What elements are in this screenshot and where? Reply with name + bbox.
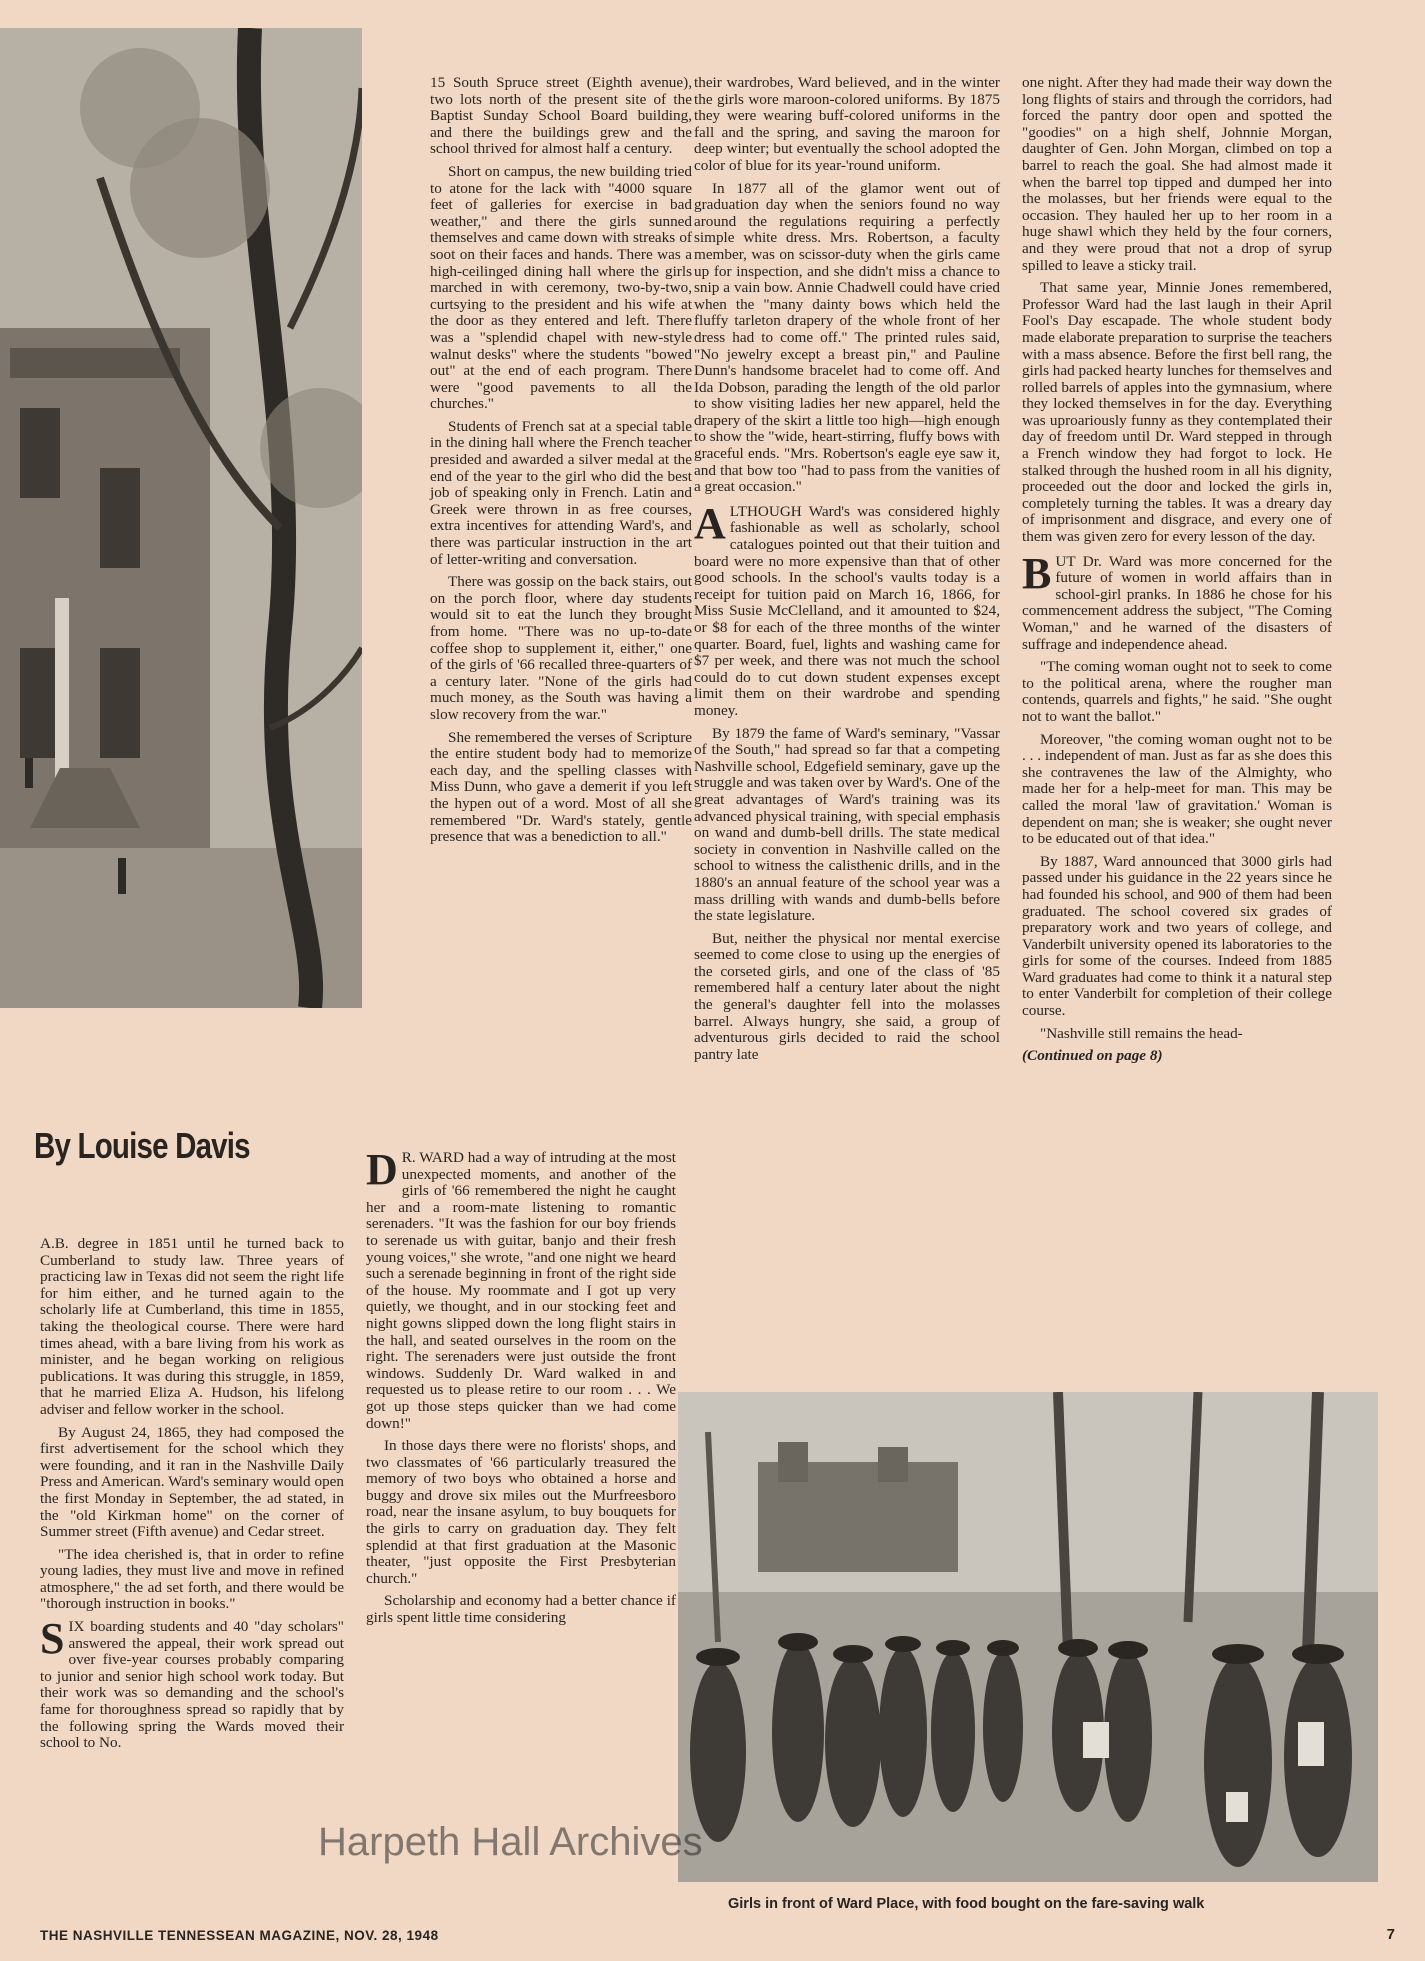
paragraph: By 1879 the fame of Ward's seminary, "Vassar of the South," had spread so far that a competing Nashville school, Edgefield seminary, gave up the struggle and was taken over by Ward's. One of the great advantages of Ward's training was its advanced physical training, with special emphasis on wand and dumb-bell drills. The state medical society in convention in Nashville called on the school to witness the calisthenic drills, and in the 1880's an annual feature of the school year was a mass drilling with wands and dumb-bells before the state legislature. (694, 724, 1000, 925)
archives-watermark: Harpeth Hall Archives (318, 1820, 703, 1864)
photo-caption: Girls in front of Ward Place, with food bought on the fare-saving walk (728, 1896, 1205, 1912)
paragraph: SIX boarding students and 40 "day scholars" answered the appeal, their work spread out over five-year courses probably comparing to junior and senior high school work today. But their work was so demanding and the school's fame for thoroughness spread so rapidly that by the following spring the Wards moved their school to No. (40, 1614, 344, 1752)
paragraph: In 1877 all of the glamor went out of graduation day when the seniors found no way around the regulations requiring a perfectly simple white dress. Mrs. Robertson, a faculty member, was on scissor-duty when the girls came up for inspection, and she didn't miss a chance to snip a vain bow. Annie Chadwell could have cried when the "many dainty bows which held the fluffy tarleton drapery of the whole front of her dress had to come off." The printed rules said, "No jewelry except a breast pin," and Pauline Dunn's handsome bracelet had to come off. And Ida Dobson, parading the length of the old parlor to show visiting ladies her new apparel, held the drapery of the skirt a little too high—high enough to show the "wide, heart-stirring, fluffy bows with graceful ends. "Mrs. Robertson's eagle eye saw it, and that bow too "had to pass from the vanities of a great occasion." (694, 179, 1000, 496)
magazine-footer: THE NASHVILLE TENNESSEAN MAGAZINE, NOV. 28, 1948 (40, 1928, 439, 1943)
paragraph: But, neither the physical nor mental exercise seemed to come close to using up the energies of the corseted girls, and one of the class of '85 remembered half a century later about the night the general's daughter fell into the molasses barrel. Always hungry, she said, a group of adventurous girls decided to raid the school pantry late (694, 929, 1000, 1063)
drop-cap: D (366, 1145, 398, 1194)
article-column-1 (40, 1236, 344, 1758)
continued-note: (Continued on page 8) (1022, 1047, 1163, 1065)
paragraph: Moreover, "the coming woman ought not to be . . . independent of man. Just as far as she does this she contravenes the law of the Almighty, who made her for a help-meet for man. This may be called the moral 'law of gravitation.' Woman is dependent on man; she is weaker; she ought never to be educated out of that idea." (1022, 730, 1332, 848)
paragraph: one night. After they had made their way down the long flights of stairs and through the corridors, had forced the pantry door open and spotted the "goodies" on a high shelf, Johnnie Morgan, daughter of Gen. John Morgan, climbed on top a barrel to reach the goal. She had almost made it when the barrel top tipped and dumped her into the molasses, but her friends were equal to the occasion. They hauled her up to her room in a huge shawl which they held by the four corners, and they were proud that not a drop of syrup spilled to leave a sticky trail. (1022, 74, 1332, 274)
paragraph: BUT Dr. Ward was more concerned for the future of women in world affairs than in school-girl pranks. In 1886 he chose for his commencement address the subject, "The Coming Woman," and he warned of the disasters of suffrage and independence ahead. (1022, 548, 1332, 653)
girls-photograph (678, 1392, 1378, 1882)
article-column-4 (1022, 75, 1332, 1071)
paragraph: their wardrobes, Ward believed, and in the winter the girls wore maroon-colored uniforms. By 1875 they were wearing buff-colored uniforms in the fall and the spring, and saving the maroon for deep winter; but eventually the school adopted the color of blue for its year-'round uniform. (694, 74, 1000, 174)
paragraph: In those days there were no florists' shops, and two classmates of '66 particularly treasured the memory of two boys who obtained a horse and buggy and drove six miles out the Murfreesboro road, near the insane asylum, to buy bouquets for the girls to carry on graduation day. They felt splendid at that first graduation at the Masonic theater, "just opposite the First Presbyterian church." (366, 1437, 676, 1587)
paragraph: That same year, Minnie Jones remembered, Professor Ward had the last laugh in their April Fool's Day escapade. The whole student body made elaborate preparation to surprise the teachers with a mass absence. Before the first bell rang, the girls had packed hearty lunches for themselves and rolled barrels of apples into the gymnasium, where they locked themselves in for the day. Everything was uproariously funny as they contemplated their day of freedom until Dr. Ward stepped in through a French window they had forgot to lock. He stalked through the hushed room in all his dignity, proceeded out the door and locked the girls in, completely turning the tables. It was a dreary day of imprisonment and disgrace, and every one of them was given zero for every lesson of the day. (1022, 279, 1332, 546)
paragraph: 15 South Spruce street (Eighth avenue), two lots north of the present site of the Baptist Sunday School Board building, and there the buildings grew and the school thrived for almost half a century. (430, 74, 692, 158)
paragraph: A.B. degree in 1851 until he turned back to Cumberland to study law. Three years of practicing law in Texas did not seem the right life for him either, and he turned again to the scholarly life at Cumberland, this time in 1855, taking the theological course. There were hard times ahead, with a bare living from his work as minister, and he began working on religious publications. It was during this struggle, in 1859, that he married Eliza A. Hudson, his lifelong adviser and fellow worker in the school. (40, 1235, 344, 1418)
drop-cap: A (694, 498, 726, 548)
article-column-2 (430, 75, 692, 852)
paragraph: D R. WARD had a way of intruding at the most unexpected moments, and another of the girls of '66 remembered the night he caught her and a room-mate listening to romantic serenaders. "It was the fashion for our boy friends to serenade us with guitar, banjo and their fresh young voices," she wrote, "and one night we heard such a serenade beginning in front of the right side of the house. My roommate and I got up very quietly, we thought, and in our stocking feet and night gowns slipped down the long flight stairs in the hall, and seated ourselves in the room on the right. The serenaders were just outside the front windows. Suddenly Dr. Ward walked in and requested us to please retire to our room . . . We got up those steps quicker than we had come down!" (366, 1145, 676, 1432)
article-column-3 (694, 75, 1000, 1069)
paragraph: Students of French sat at a special table in the dining hall where the French teacher presided and awarded a silver medal at the end of the year to the girl who did the best job of speaking only in French. Latin and Greek were thrown in as free courses, extra incentives for attending Ward's, and there was particular instruction in the art of letter-writing and conversation. (430, 417, 692, 568)
paragraph: There was gossip on the back stairs, out on the porch floor, where day students would sit to eat the lunch they brought from home. "There was no up-to-date coffee shop to supplement it, either," one of the girls of '66 recalled three-quarters of a century later. "None of the girls had much money, as the South was having a slow recovery from the war." (430, 573, 692, 723)
page-number: 7 (1386, 1926, 1395, 1943)
paragraph: Scholarship and economy had a better chance if girls spent little time considering (366, 1592, 676, 1627)
paragraph: She remembered the verses of Scripture the entire student body had to memorize each day, and the spelling classes with Miss Dunn, who gave a demerit if you left the hypen out of a word. Most of all she remembered "Dr. Ward's stately, gentle presence that was a benediction to all." (430, 728, 692, 846)
paragraph: By August 24, 1865, they had composed the first advertisement for the school which they were founding, and it ran in the Nashville Daily Press and American. Ward's seminary would open the first Monday in September, the ad stated, in the "old Kirkman home" on the corner of Summer street (Fifth avenue) and Cedar street. (40, 1423, 344, 1541)
paragraph: "The coming woman ought not to seek to come to the political arena, where the rougher man contends, quarrels and fights," he said. "She ought not to want the ballot." (1022, 658, 1332, 725)
school-building-engraving (0, 28, 362, 1008)
drop-cap: S (40, 1614, 65, 1664)
byline: By Louise Davis (34, 1125, 250, 1166)
photo-art (678, 1392, 1378, 1882)
paragraph: "The idea cherished is, that in order to refine young ladies, they must live and move in refined atmosphere," the ad set forth, and there would be "thorough instruction in books." (40, 1545, 344, 1613)
paragraph: ALTHOUGH Ward's was considered highly fashionable as well as scholarly, school catalogues pointed out that their tuition and board were no more expensive than that of other good schools. In the school's vaults today is a receipt for tuition paid on March 16, 1866, for Miss Susie McClelland, and it amounted to $24, or $8 for each of the three months of the winter quarter. Board, fuel, lights and washing came for $7 per week, and there was not much the school could do to cut down student expenses except limit them on their wardrobe and spending money. (694, 498, 1000, 719)
engraving-art (0, 28, 362, 1008)
article-column-2b (366, 1145, 676, 1633)
paragraph: By 1887, Ward announced that 3000 girls had passed under his guidance in the 22 years since he had founded his school, and 900 of them had been graduated. The school covered six grades of preparatory work and two years of college, and Vanderbilt university opened its laboratories to the girls for some of the courses. Indeed from 1885 Ward graduates had come to think it a natural step to enter Vanderbilt for completion of their college course. (1022, 852, 1332, 1020)
paragraph: Short on campus, the new building tried to atone for the lack with "4000 square feet of galleries for exercise in bad weather," and there the girls sunned themselves and came down with streaks of soot on their faces and hands. There was a high-ceilinged dining hall where the girls marched in with ceremony, two-by-two, curtsying to the president and his wife at the door as they entered and left. There was a "splendid chapel with new-style walnut desks" where the students "bowed out" at the end of each program. There were "good pavements to all the churches." (430, 162, 692, 413)
paragraph: "Nashville still remains the head- (1040, 1024, 1243, 1042)
drop-cap: B (1022, 548, 1052, 598)
